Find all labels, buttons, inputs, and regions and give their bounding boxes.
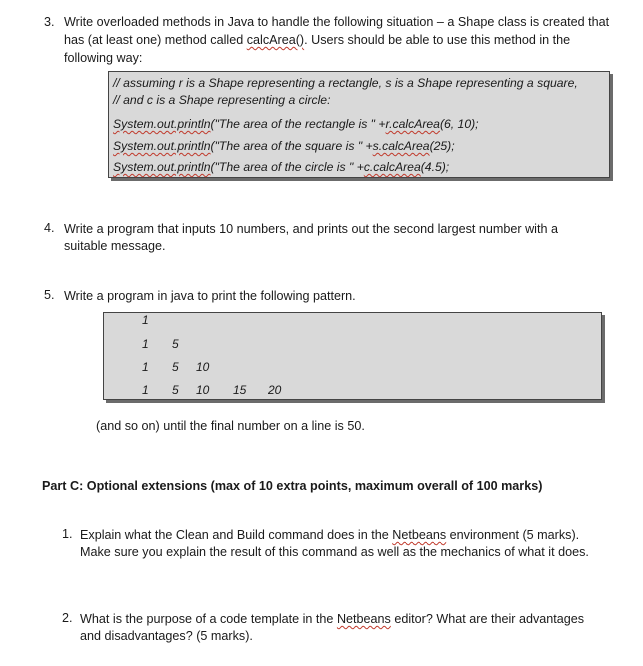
- code-line-rectangle: [113, 116, 479, 132]
- c1-text-line2: Make sure you explain the result of this command as well as the mechanics of what it does.: [80, 545, 589, 559]
- part-c-heading: [42, 478, 542, 495]
- code-println-call: System.out.println: [113, 160, 211, 174]
- calcarea-method-name: calcArea(): [246, 33, 305, 47]
- pattern-cell: 5: [172, 383, 179, 397]
- part-c-title: Part C: Optional extensions (max of 10 extra points, maximum overall of 100 marks): [42, 479, 543, 493]
- code-println-call: System.out.println: [113, 139, 211, 153]
- c2-line1-pre: What is the purpose of a code template in the: [80, 612, 337, 626]
- pattern-cell: 10: [196, 383, 210, 397]
- q3-number: 3.: [44, 15, 55, 29]
- c1-number: 1.: [62, 527, 73, 541]
- code-println-call: System.out.println: [113, 117, 211, 131]
- code-string: ("The area of the rectangle is " +: [210, 117, 386, 131]
- q3-text-line3: following way:: [64, 51, 143, 65]
- q3-text-line2: [64, 32, 570, 49]
- code-line-circle: [113, 159, 449, 175]
- q5-text-line1: Write a program in java to print the following pattern.: [64, 289, 356, 303]
- code-string: ("The area of the square is " +: [210, 139, 373, 153]
- pattern-cell: 1: [142, 337, 149, 351]
- code-method-call: s.calcArea: [372, 139, 430, 153]
- q3-line2-pre: has (at least one) method called: [64, 33, 247, 47]
- c1-line1-pre: Explain what the Clean and Build command does in the: [80, 528, 393, 542]
- pattern-cell: 10: [196, 360, 210, 374]
- netbeans-term: Netbeans: [392, 528, 447, 542]
- q5-number: 5.: [44, 288, 55, 302]
- c1-text-line1: [80, 527, 579, 544]
- code-comment-2: // and c is a Shape representing a circle:: [113, 93, 331, 107]
- pattern-cell: 5: [172, 360, 179, 374]
- code-line-square: [113, 138, 455, 154]
- pattern-cell: 1: [142, 360, 149, 374]
- code-args: (6, 10);: [439, 117, 479, 131]
- pattern-cell: 1: [142, 383, 149, 397]
- code-string: ("The area of the circle is " +: [210, 160, 364, 174]
- c1-line1-post: environment (5 marks).: [446, 528, 580, 542]
- code-method-call: r.calcArea: [385, 117, 440, 131]
- pattern-cell: 20: [268, 383, 282, 397]
- pattern-cell: 15: [233, 383, 247, 397]
- code-method-call: c.calcArea: [363, 160, 421, 174]
- pattern-cell: 5: [172, 337, 179, 351]
- q3-line2-post: . Users should be able to use this method in the: [304, 33, 571, 47]
- code-comment-1: // assuming r is a Shape representing a rectangle, s is a Shape representing a square,: [113, 76, 578, 90]
- c2-text-line2: and disadvantages? (5 marks).: [80, 629, 253, 643]
- q4-text-line1: Write a program that inputs 10 numbers, and prints out the second largest number with a: [64, 222, 558, 236]
- c2-number: 2.: [62, 611, 73, 625]
- pattern-cell: 1: [142, 313, 149, 327]
- q3-text-line1: Write overloaded methods in Java to handle the following situation – a Shape class is created that: [64, 15, 610, 29]
- netbeans-term: Netbeans: [336, 612, 391, 626]
- q4-number: 4.: [44, 221, 55, 235]
- code-args: (25);: [429, 139, 455, 153]
- code-args: (4.5);: [420, 160, 450, 174]
- q5-note: (and so on) until the final number on a line is 50.: [96, 419, 365, 433]
- c2-line1-post: editor? What are their advantages: [390, 612, 585, 626]
- c2-text-line1: [80, 611, 584, 628]
- q4-text-line2: suitable message.: [64, 239, 166, 253]
